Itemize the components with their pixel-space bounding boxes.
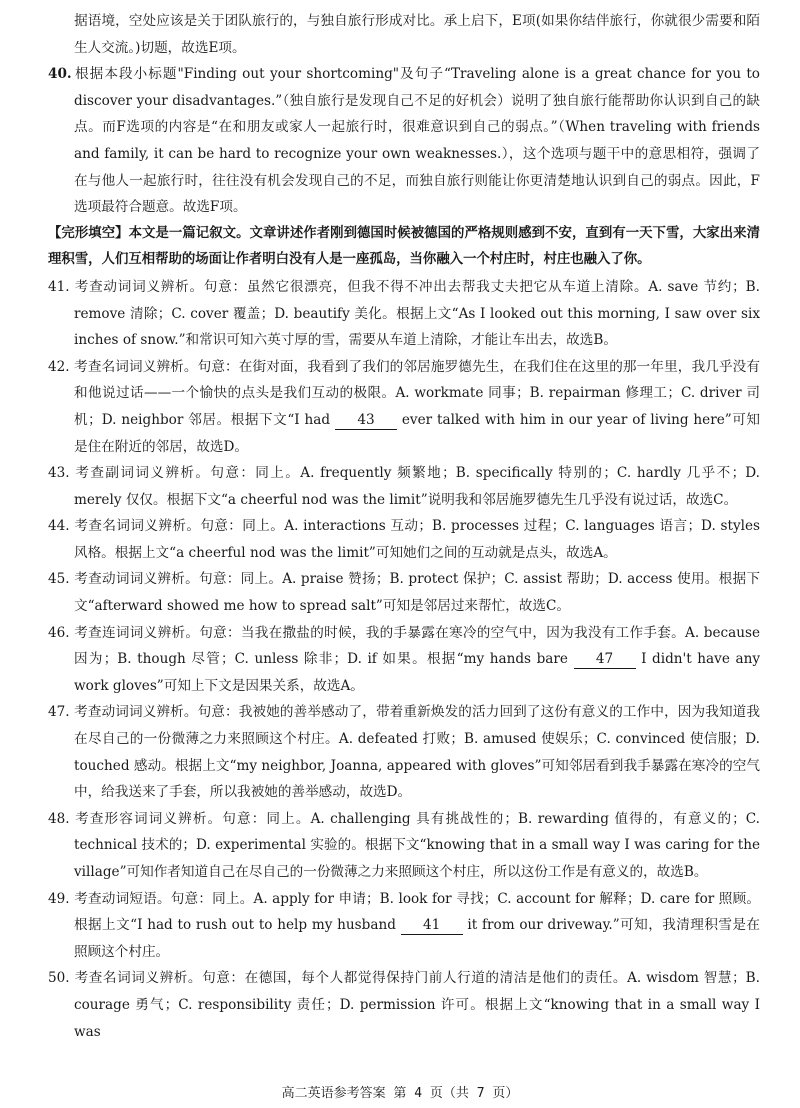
- item-text: 考查动词词义辨析。句意：虽然它很漂亮，但我不得不冲出去帮我丈夫把它从车道上清除。A. save 节约；B. remove 清除；C. cover 覆盖；D. beautify 美化。根据上文“As I looked out this morning, I saw over six inches of snow.”和常识可知六英寸厚的雪，需要从车道上清除，才能让车出去，故选B。: [74, 278, 760, 349]
- item-text: 考查动词词义辨析。句意：我被她的善举感动了，带着重新焕发的活力回到了这份有意义的工作中，因为我知道我在尽自己的一份微薄之力来照顾这个村庄。A. defeated 打败；B. amused 使娱乐；C. convinced 使信服；D. touched 感动。根据上文“my neighbor, Joanna, appeared with gloves”可知邻居看到我手暴露在寒冷的空气中，给我送来了手套，所以我被她的善举感动，故选D。: [74, 704, 760, 801]
- item-number: 45.: [48, 571, 70, 588]
- answer-item-50: [48, 965, 760, 1045]
- item-number: 46.: [48, 624, 70, 641]
- item-number: 43.: [48, 465, 70, 482]
- answer-item-41: [48, 274, 760, 354]
- answer-item-43: [48, 460, 760, 513]
- item-number: 50.: [48, 970, 70, 987]
- answer-item-42: [48, 354, 760, 460]
- item-text: 考查形容词词义辨析。句意：同上。A. challenging 具有挑战性的；B. rewarding 值得的，有意义的；C. technical 技术的；D. experimental 实验的。根据下文“knowing that in a small way I was caring for the village”可知作者知道自己在尽自己的一份微薄之力来照顾这个村庄，所以这份工作是有意义的，故选B。: [74, 810, 760, 880]
- item-text: 根据本段小标题"Finding out your shortcoming"及句子“Traveling alone is a great chance for you to discover your disadvantages.”（独自旅行是发现自己不足的好机会）说明了独自旅行能帮助你认识到自己的缺点。而F选项的内容是“在和朋友或家人一起旅行时，很难意识到自己的弱点。”（When traveling with friends and family, it can be hard to recognize your own weaknesses.），这个选项与题干中的意思相符，强调了在与他人一起旅行时，往往没有机会发现自己的不足，而独自旅行则能让你更清楚地认识到自己的弱点。因此，F选项最符合题意。故选F项。: [74, 66, 760, 216]
- page-content: [48, 8, 760, 1045]
- answer-item-46: [48, 620, 760, 700]
- cloze-section-heading: 【完形填空】本文是一篇记叙文。文章讲述作者刚到德国时候被德国的严格规则感到不安，直到有一天下雪，大家出来清理积雪，人们互相帮助的场面让作者明白没有人是一座孤岛，当你融入一个村庄时，村庄也融入了你。: [48, 225, 760, 268]
- answer-item-44: [48, 513, 760, 566]
- continuation-text: 据语境，空处应该是关于团队旅行的，与独自旅行形成对比。承上启下，E项(如果你结伴旅行，你就很少需要和陌生人交流。)切题，故选E项。: [74, 13, 760, 56]
- item-text: 考查名词词义辨析。句意：在德国，每个人都觉得保持门前人行道的清洁是他们的责任。A. wisdom 智慧；B. courage 勇气；C. responsibility 责任；D. permission 许可。根据上文“knowing that in a small way I was: [74, 970, 760, 1040]
- item-text-post: ever talked with him in our year of living here”可知是住在附近的邻居，故选D。: [74, 411, 761, 455]
- item-number: 48.: [48, 810, 70, 827]
- item-text: 考查副词词义辨析。句意：同上。A. frequently 频繁地；B. specifically 特别的；C. hardly 几乎不；D. merely 仅仅。根据下文“a cheerful nod was the limit”说明我和邻居施罗德先生几乎没有说过话，故选C。: [74, 465, 760, 508]
- blank-number: 43: [335, 411, 397, 430]
- blank-number: 41: [401, 916, 463, 935]
- item-number: 41.: [48, 278, 70, 295]
- item-text: 考查名词词义辨析。句意：同上。A. interactions 互动；B. processes 过程；C. languages 语言；D. styles 风格。根据上文“a cheerful nod was the limit”可知她们之间的互动就是点头，故选A。: [74, 518, 760, 561]
- item-text-pre: 考查动词短语。句意：同上。A. apply for 申请；B. look for 寻找；C. account for 解释；D. care for 照顾。根据上文“I had to rush out to help my husband: [74, 890, 760, 934]
- answer-item-48: [48, 806, 760, 886]
- answer-item-45: [48, 566, 760, 619]
- item-number: 40.: [48, 66, 72, 83]
- item-text: 考查动词词义辨析。句意：同上。A. praise 赞扬；B. protect 保护；C. assist 帮助；D. access 使用。根据下文“afterward showed me how to spread salt”可知是邻居过来帮忙，故选C。: [74, 571, 760, 615]
- blank-number: 47: [574, 650, 636, 669]
- answer-item-40: [48, 61, 760, 221]
- item-number: 42.: [48, 358, 70, 375]
- item-number: 44.: [48, 518, 70, 535]
- item-text-post: it from our driveway.”可知，我清理积雪是在照顾这个村庄。: [74, 917, 761, 960]
- item-text-post: I didn't have any work gloves”可知上下文是因果关系，故选A。: [74, 651, 761, 694]
- item-number: 49.: [48, 890, 70, 907]
- item-text-pre: 考查名词词义辨析。句意：在街对面，我看到了我们的邻居施罗德先生，在我们住在这里的那一年里，我几乎没有和他说过话——一个愉快的点头是我们互动的极限。A. workmate 同事；B. repairman 修理工；C. driver 司机；D. neighbor 邻居。根据下文“I had: [74, 358, 760, 428]
- answer-item-47: [48, 699, 760, 805]
- continuation-paragraph: [48, 8, 760, 61]
- answer-item-49: [48, 886, 760, 966]
- item-text-pre: 考查连词词义辨析。句意：当我在撒盐的时候，我的手暴露在寒冷的空气中，因为我没有工作手套。A. because 因为；B. though 尽管；C. unless 除非；D. if 如果。根据“my hands bare: [74, 624, 760, 668]
- item-number: 47.: [48, 704, 70, 721]
- page-footer: 高二英语参考答案 第 4 页（共 7 页）: [281, 1086, 519, 1101]
